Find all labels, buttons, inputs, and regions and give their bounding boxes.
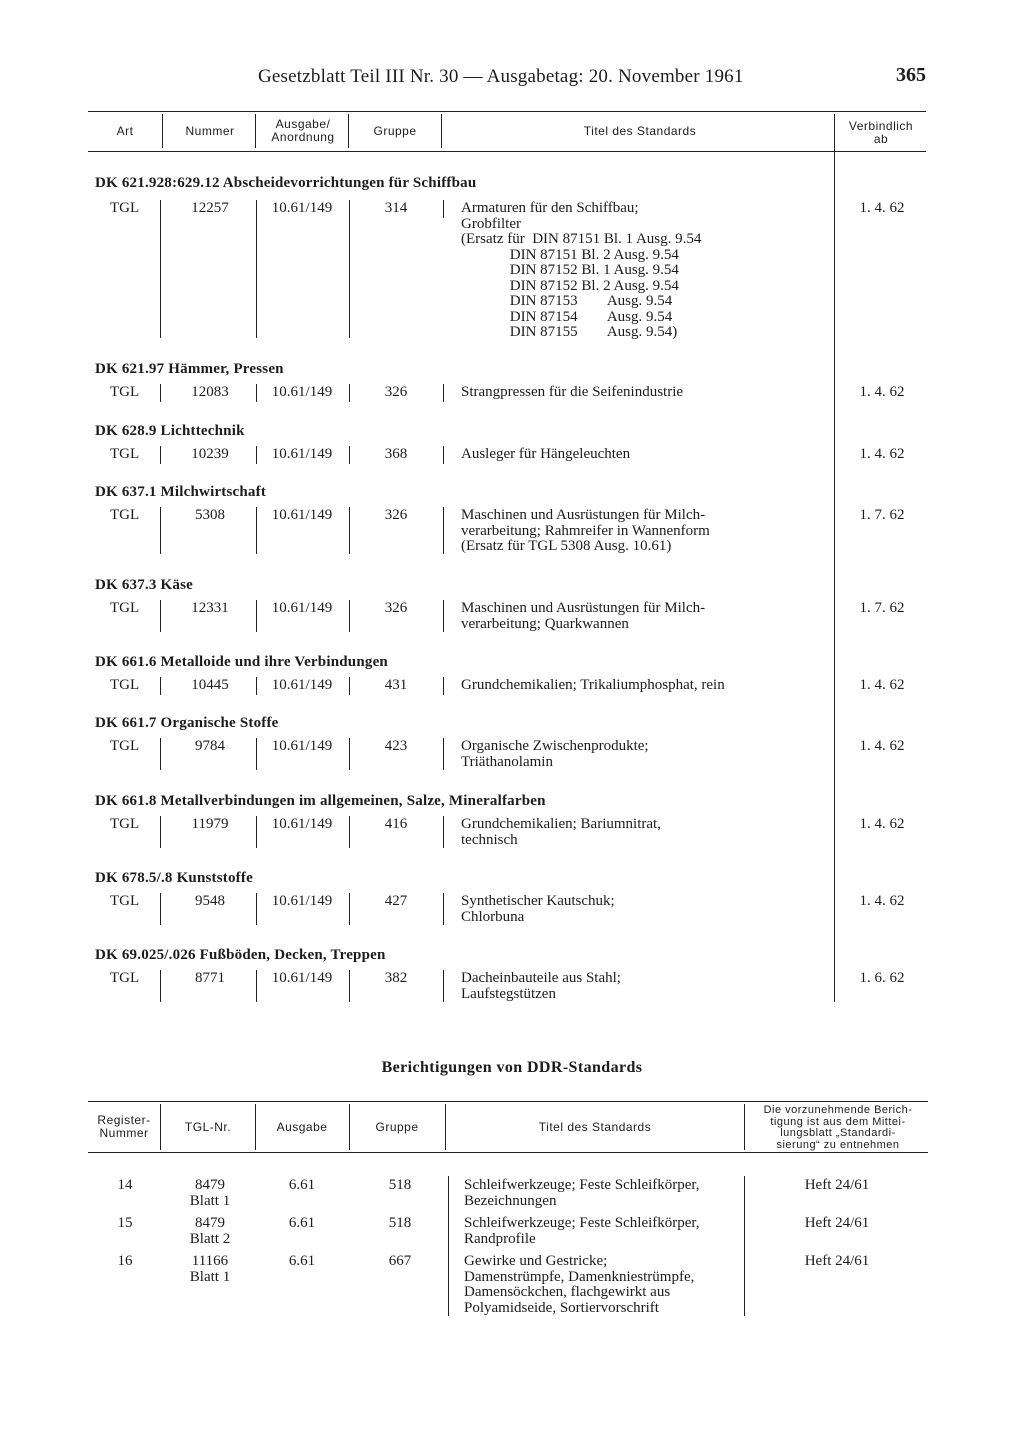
heft-cell: Heft 24/61 bbox=[804, 1177, 870, 1193]
column-bar bbox=[443, 738, 444, 770]
colhead-vorzunehmende-line4: sierung“ zu entnehmen bbox=[776, 1138, 900, 1151]
gruppe-cell: 326 bbox=[384, 600, 408, 616]
nummer-cell: 12257 bbox=[191, 200, 229, 216]
column-bar bbox=[443, 893, 444, 925]
column-bar bbox=[160, 816, 161, 848]
art-cell: TGL bbox=[110, 507, 140, 523]
titel-line: Gewirke und Gestricke; bbox=[464, 1253, 608, 1269]
titel-cell bbox=[461, 971, 821, 1002]
column-bar bbox=[349, 677, 350, 695]
column-bar bbox=[443, 677, 444, 695]
titel-line: Grobfilter bbox=[461, 215, 521, 232]
register-cell: 15 bbox=[117, 1215, 133, 1231]
column-bar bbox=[160, 200, 161, 338]
col-divider bbox=[162, 114, 163, 148]
colhead-gruppe: Gruppe bbox=[375, 1120, 419, 1134]
colhead-register-line2: Nummer bbox=[99, 1126, 149, 1140]
table-header-rule bbox=[88, 1152, 928, 1153]
column-bar bbox=[443, 384, 444, 402]
column-bar bbox=[349, 200, 350, 338]
section-heading: DK 678.5/.8 Kunststoffe bbox=[95, 870, 253, 886]
column-bar bbox=[160, 384, 161, 402]
verbindlich-cell: 1. 4. 62 bbox=[859, 893, 905, 909]
section-heading: DK 661.8 Metallverbindungen im allgemeinen, Salze, Mineralfarben bbox=[95, 793, 546, 809]
page-header-title: Gesetzblatt Teil III Nr. 30 — Ausgabetag: 20. November 1961 bbox=[258, 66, 744, 87]
column-bar bbox=[349, 970, 350, 1002]
titel-line: Maschinen und Ausrüstungen für Milch- bbox=[461, 600, 706, 616]
ausgabe-cell: 10.61/149 bbox=[271, 384, 333, 400]
ausgabe-cell: 10.61/149 bbox=[271, 893, 333, 909]
titel-cell bbox=[461, 894, 821, 925]
col-divider bbox=[744, 1104, 745, 1150]
art-cell: TGL bbox=[110, 893, 140, 909]
column-bar bbox=[349, 600, 350, 632]
titel-line: verarbeitung; Quarkwannen bbox=[461, 615, 629, 632]
column-bar bbox=[349, 446, 350, 464]
table-header-rule bbox=[88, 151, 926, 152]
tgl-line: 8479 bbox=[195, 1177, 225, 1193]
column-bar bbox=[349, 816, 350, 848]
column-bar bbox=[256, 970, 257, 1002]
titel-line: Laufstegstützen bbox=[461, 985, 556, 1002]
table-top-rule bbox=[88, 111, 926, 112]
page-number: 365 bbox=[896, 64, 926, 86]
column-bar bbox=[443, 970, 444, 1002]
titel-line: Schleifwerkzeuge; Feste Schleifkörper, bbox=[464, 1215, 700, 1231]
colhead-nummer: Nummer bbox=[185, 124, 235, 138]
colhead-ausgabe-line1: Ausgabe/ bbox=[275, 117, 331, 131]
colhead-register-line1: Register- bbox=[97, 1113, 151, 1127]
nummer-cell: 8771 bbox=[195, 970, 225, 986]
colhead-gruppe: Gruppe bbox=[373, 124, 417, 138]
column-bar bbox=[160, 446, 161, 464]
section-heading: DK 621.928:629.12 Abscheidevorrichtungen für Schiffbau bbox=[95, 175, 477, 191]
col-divider bbox=[255, 1104, 256, 1150]
titel-cell bbox=[461, 601, 821, 632]
art-cell: TGL bbox=[110, 446, 140, 462]
colhead-vorzunehmende bbox=[746, 1105, 930, 1151]
titel-line: Dacheinbauteile aus Stahl; bbox=[461, 970, 621, 986]
colhead-verbindlich-line1: Verbindlich bbox=[848, 119, 914, 133]
section-heading: DK 661.6 Metalloide und ihre Verbindungen bbox=[95, 654, 388, 670]
tgl-line: 8479 bbox=[195, 1215, 225, 1231]
column-bar bbox=[256, 507, 257, 554]
art-cell: TGL bbox=[110, 677, 140, 693]
nummer-cell: 10239 bbox=[191, 446, 229, 462]
gruppe-cell: 427 bbox=[384, 893, 408, 909]
column-bar bbox=[443, 507, 444, 554]
titel-line: DIN 87152 Bl. 1 Ausg. 9.54 bbox=[461, 262, 679, 278]
col-divider bbox=[348, 114, 349, 148]
nummer-cell: 9548 bbox=[195, 893, 225, 909]
nummer-cell: 11979 bbox=[191, 816, 229, 832]
column-bar bbox=[256, 816, 257, 848]
colhead-register bbox=[90, 1114, 158, 1140]
verbindlich-cell: 1. 7. 62 bbox=[859, 600, 905, 616]
verbindlich-cell: 1. 4. 62 bbox=[859, 816, 905, 832]
titel-cell bbox=[461, 447, 821, 463]
nummer-cell: 5308 bbox=[195, 507, 225, 523]
tgl-line: Blatt 1 bbox=[189, 1192, 231, 1209]
column-bar bbox=[160, 893, 161, 925]
colhead-ausgabe: Ausgabe bbox=[276, 1120, 328, 1134]
col-divider bbox=[445, 1104, 446, 1150]
gruppe-cell: 382 bbox=[384, 970, 408, 986]
column-bar bbox=[160, 738, 161, 770]
column-bar bbox=[160, 507, 161, 554]
titel-line: Grundchemikalien; Trikaliumphosphat, rein bbox=[461, 677, 725, 693]
titel-line: technisch bbox=[461, 831, 518, 848]
col-divider bbox=[441, 114, 442, 148]
tgl-line: Blatt 1 bbox=[189, 1268, 231, 1285]
column-bar bbox=[349, 893, 350, 925]
register-cell: 14 bbox=[117, 1177, 133, 1193]
nummer-cell: 9784 bbox=[195, 738, 225, 754]
heft-cell: Heft 24/61 bbox=[804, 1215, 870, 1231]
verbindlich-cell: 1. 4. 62 bbox=[859, 384, 905, 400]
titel-line: DIN 87151 Bl. 2 Ausg. 9.54 bbox=[461, 246, 679, 263]
section-heading: DK 637.3 Käse bbox=[95, 577, 194, 593]
gruppe-cell: 326 bbox=[384, 384, 408, 400]
column-bar bbox=[256, 677, 257, 695]
column-bar bbox=[160, 677, 161, 695]
gruppe-cell: 416 bbox=[384, 816, 408, 832]
titel-line: Chlorbuna bbox=[461, 908, 525, 925]
titel-cell bbox=[461, 385, 821, 401]
ausgabe-cell: 10.61/149 bbox=[271, 200, 333, 216]
ausgabe-cell: 10.61/149 bbox=[271, 738, 333, 754]
titel-cell bbox=[461, 817, 821, 848]
art-cell: TGL bbox=[110, 384, 140, 400]
ausgabe-cell: 6.61 bbox=[288, 1215, 316, 1231]
titel-line: Randprofile bbox=[464, 1230, 536, 1247]
colhead-titel: Titel des Standards bbox=[538, 1120, 652, 1134]
nummer-cell: 10445 bbox=[191, 677, 229, 693]
titel-line: Grundchemikalien; Bariumnitrat, bbox=[461, 816, 661, 832]
titel-line: Armaturen für den Schiffbau; bbox=[461, 200, 639, 216]
gruppe-cell: 423 bbox=[384, 738, 408, 754]
colhead-vorzunehmende-line3: lungsblatt „Standardi- bbox=[780, 1127, 896, 1139]
section-heading: DK 661.7 Organische Stoffe bbox=[95, 715, 279, 731]
section-heading: DK 637.1 Milchwirtschaft bbox=[95, 484, 267, 500]
col-divider-verbindlich bbox=[834, 114, 835, 1002]
tgl-cell bbox=[165, 1254, 255, 1285]
column-bar bbox=[349, 507, 350, 554]
verbindlich-cell: 1. 6. 62 bbox=[859, 970, 905, 986]
column-bar bbox=[256, 893, 257, 925]
titel-cell bbox=[464, 1178, 744, 1209]
art-cell: TGL bbox=[110, 816, 140, 832]
tgl-line: 11166 bbox=[191, 1253, 229, 1269]
column-bar bbox=[256, 600, 257, 632]
tgl-line: Blatt 2 bbox=[189, 1230, 231, 1247]
ausgabe-cell: 10.61/149 bbox=[271, 970, 333, 986]
nummer-cell: 12083 bbox=[191, 384, 229, 400]
column-bar bbox=[256, 200, 257, 338]
gruppe-cell: 431 bbox=[384, 677, 408, 693]
col-divider bbox=[255, 114, 256, 148]
ausgabe-cell: 10.61/149 bbox=[271, 816, 333, 832]
column-bar bbox=[256, 384, 257, 402]
colhead-vorzunehmende-line2: tigung ist aus dem Mittei- bbox=[770, 1115, 906, 1128]
verbindlich-cell: 1. 4. 62 bbox=[859, 446, 905, 462]
titel-line: Polyamidseide, Sortiervorschrift bbox=[464, 1299, 659, 1316]
colhead-verbindlich bbox=[836, 120, 926, 146]
colhead-titel: Titel des Standards bbox=[583, 124, 697, 138]
ausgabe-cell: 10.61/149 bbox=[271, 600, 333, 616]
titel-cell bbox=[461, 201, 821, 341]
titel-line: verarbeitung; Rahmreifer in Wannenform bbox=[461, 522, 710, 539]
column-bar bbox=[349, 738, 350, 770]
column-bar bbox=[448, 1176, 449, 1316]
art-cell: TGL bbox=[110, 970, 140, 986]
colhead-tgl: TGL-Nr. bbox=[184, 1120, 232, 1134]
titel-cell bbox=[461, 508, 821, 555]
titel-line: Organische Zwischenprodukte; bbox=[461, 738, 649, 754]
colhead-ausgabe bbox=[258, 118, 348, 144]
colhead-verbindlich-line2: ab bbox=[873, 132, 889, 146]
titel-line: Bezeichnungen bbox=[464, 1192, 557, 1209]
gruppe-cell: 518 bbox=[388, 1177, 412, 1193]
gruppe-cell: 368 bbox=[384, 446, 408, 462]
titel-line: Triäthanolamin bbox=[461, 753, 553, 770]
titel-line: Schleifwerkzeuge; Feste Schleifkörper, bbox=[464, 1177, 700, 1193]
heft-cell: Heft 24/61 bbox=[804, 1253, 870, 1269]
ausgabe-cell: 6.61 bbox=[288, 1177, 316, 1193]
col-divider bbox=[349, 1104, 350, 1150]
titel-line: Synthetischer Kautschuk; bbox=[461, 893, 615, 909]
ausgabe-cell: 10.61/149 bbox=[271, 677, 333, 693]
titel-cell bbox=[464, 1216, 744, 1247]
titel-line: (Ersatz für TGL 5308 Ausg. 10.61) bbox=[461, 538, 672, 554]
column-bar bbox=[256, 446, 257, 464]
titel-line: Ausleger für Hängeleuchten bbox=[461, 446, 631, 462]
tgl-cell bbox=[165, 1216, 255, 1247]
column-bar bbox=[443, 446, 444, 464]
section-heading: DK 628.9 Lichttechnik bbox=[95, 423, 245, 439]
colhead-vorzunehmende-line1: Die vorzunehmende Berich- bbox=[763, 1104, 913, 1116]
nummer-cell: 12331 bbox=[191, 600, 229, 616]
titel-cell bbox=[461, 739, 821, 770]
gruppe-cell: 314 bbox=[384, 200, 408, 216]
column-bar bbox=[160, 600, 161, 632]
titel-line: (Ersatz für DIN 87151 Bl. 1 Ausg. 9.54 bbox=[461, 231, 702, 247]
ausgabe-cell: 6.61 bbox=[288, 1253, 316, 1269]
art-cell: TGL bbox=[110, 600, 140, 616]
column-bar bbox=[443, 200, 444, 218]
verbindlich-cell: 1. 4. 62 bbox=[859, 200, 905, 216]
section-heading: DK 69.025/.026 Fußböden, Decken, Treppen bbox=[95, 947, 386, 963]
section-heading: DK 621.97 Hämmer, Pressen bbox=[95, 361, 284, 377]
verbindlich-cell: 1. 4. 62 bbox=[859, 677, 905, 693]
verbindlich-cell: 1. 7. 62 bbox=[859, 507, 905, 523]
ausgabe-cell: 10.61/149 bbox=[271, 507, 333, 523]
column-bar bbox=[256, 738, 257, 770]
tgl-cell bbox=[165, 1178, 255, 1209]
gruppe-cell: 667 bbox=[388, 1253, 412, 1269]
col-divider bbox=[160, 1104, 161, 1150]
titel-line: Damenstrümpfe, Damenkniestrümpfe, bbox=[464, 1268, 695, 1285]
art-cell: TGL bbox=[110, 738, 140, 754]
berichtigungen-title: Berichtigungen von DDR-Standards bbox=[381, 1059, 643, 1076]
titel-line: DIN 87153 Ausg. 9.54 bbox=[461, 293, 673, 309]
titel-line: DIN 87154 Ausg. 9.54 bbox=[461, 308, 673, 325]
titel-line: Damensöckchen, flachgewirkt aus bbox=[464, 1284, 671, 1300]
titel-line: Strangpressen für die Seifenindustrie bbox=[461, 384, 684, 400]
column-bar bbox=[443, 816, 444, 848]
titel-cell bbox=[461, 678, 821, 694]
register-cell: 16 bbox=[117, 1253, 133, 1269]
titel-line: DIN 87155 Ausg. 9.54) bbox=[461, 324, 678, 340]
gruppe-cell: 518 bbox=[388, 1215, 412, 1231]
titel-line: Maschinen und Ausrüstungen für Milch- bbox=[461, 507, 706, 523]
table-top-rule bbox=[88, 1101, 928, 1102]
ausgabe-cell: 10.61/149 bbox=[271, 446, 333, 462]
column-bar bbox=[160, 970, 161, 1002]
verbindlich-cell: 1. 4. 62 bbox=[859, 738, 905, 754]
colhead-art: Art bbox=[116, 124, 134, 138]
art-cell: TGL bbox=[110, 200, 140, 216]
column-bar bbox=[744, 1176, 745, 1316]
gruppe-cell: 326 bbox=[384, 507, 408, 523]
column-bar bbox=[443, 600, 444, 632]
column-bar bbox=[349, 384, 350, 402]
colhead-ausgabe-line2: Anordnung bbox=[271, 130, 335, 144]
titel-cell bbox=[464, 1254, 744, 1316]
titel-line: DIN 87152 Bl. 2 Ausg. 9.54 bbox=[461, 277, 679, 294]
